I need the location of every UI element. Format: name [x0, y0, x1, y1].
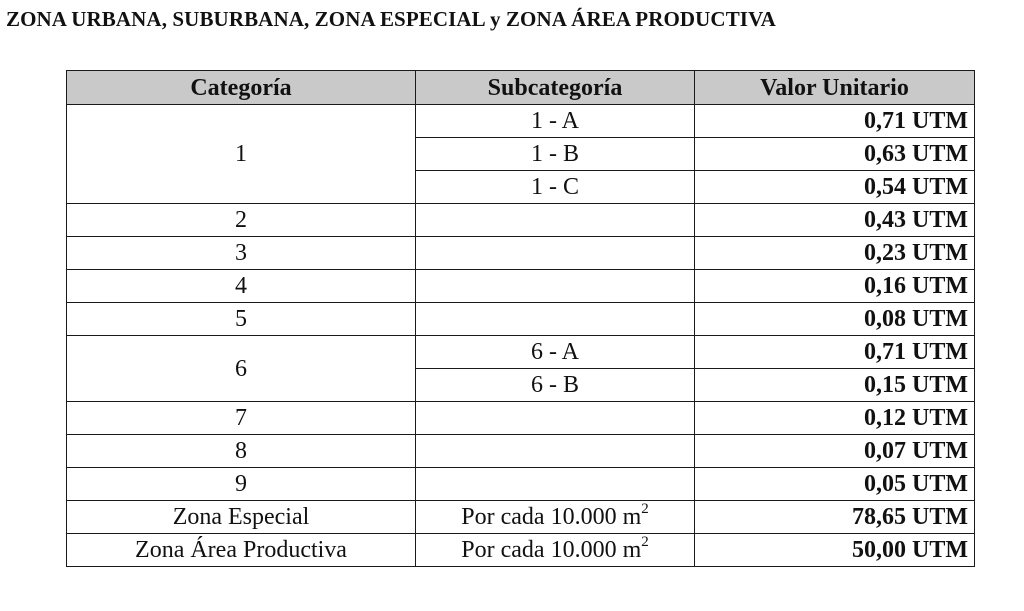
cell-valor: 0,07 UTM	[695, 435, 975, 468]
header-valor-unitario: Valor Unitario	[695, 71, 975, 105]
subcategoria-text: Por cada 10.000 m	[461, 504, 642, 530]
header-categoria: Categoría	[67, 71, 416, 105]
cell-categoria: 4	[67, 270, 416, 303]
cell-subcategoria	[416, 270, 695, 303]
cell-subcategoria: 6 - A	[416, 336, 695, 369]
rates-table	[66, 70, 975, 567]
cell-valor: 0,05 UTM	[695, 468, 975, 501]
cell-subcategoria: 1 - A	[416, 105, 695, 138]
cell-valor: 78,65 UTM	[695, 501, 975, 534]
cell-subcategoria	[416, 534, 695, 567]
document-title: ZONA URBANA, SUBURBANA, ZONA ESPECIAL y ZONA ÁREA PRODUCTIVA	[6, 7, 776, 31]
header-subcategoria: Subcategoría	[416, 71, 695, 105]
table-row	[67, 336, 975, 369]
cell-categoria: 6	[67, 336, 416, 402]
cell-categoria: 1	[67, 105, 416, 204]
cell-valor: 0,43 UTM	[695, 204, 975, 237]
cell-categoria: Zona Área Productiva	[67, 534, 416, 567]
table-row	[67, 237, 975, 270]
cell-valor: 0,54 UTM	[695, 171, 975, 204]
table-row	[67, 303, 975, 336]
subcategoria-text: Por cada 10.000 m	[461, 537, 642, 563]
cell-valor: 0,23 UTM	[695, 237, 975, 270]
cell-subcategoria: 1 - C	[416, 171, 695, 204]
cell-subcategoria	[416, 204, 695, 237]
cell-valor: 0,12 UTM	[695, 402, 975, 435]
cell-subcategoria	[416, 501, 695, 534]
cell-valor: 50,00 UTM	[695, 534, 975, 567]
cell-valor: 0,63 UTM	[695, 138, 975, 171]
cell-categoria: 3	[67, 237, 416, 270]
cell-categoria: 2	[67, 204, 416, 237]
table-row	[67, 105, 975, 138]
table-row	[67, 270, 975, 303]
table-row	[67, 435, 975, 468]
superscript-exponent: 2	[641, 534, 649, 550]
cell-subcategoria: 1 - B	[416, 138, 695, 171]
cell-valor: 0,15 UTM	[695, 369, 975, 402]
cell-categoria: 7	[67, 402, 416, 435]
table-row	[67, 468, 975, 501]
table-row	[67, 534, 975, 567]
superscript-exponent: 2	[641, 501, 649, 517]
cell-valor: 0,16 UTM	[695, 270, 975, 303]
cell-subcategoria	[416, 435, 695, 468]
cell-subcategoria	[416, 468, 695, 501]
cell-subcategoria	[416, 402, 695, 435]
cell-subcategoria: 6 - B	[416, 369, 695, 402]
table-row	[67, 501, 975, 534]
table-row	[67, 204, 975, 237]
cell-subcategoria	[416, 303, 695, 336]
cell-categoria: 5	[67, 303, 416, 336]
cell-subcategoria	[416, 237, 695, 270]
cell-valor: 0,71 UTM	[695, 105, 975, 138]
table-row	[67, 402, 975, 435]
cell-valor: 0,08 UTM	[695, 303, 975, 336]
table-header-row	[67, 71, 975, 105]
cell-categoria: 8	[67, 435, 416, 468]
cell-valor: 0,71 UTM	[695, 336, 975, 369]
cell-categoria: Zona Especial	[67, 501, 416, 534]
cell-categoria: 9	[67, 468, 416, 501]
